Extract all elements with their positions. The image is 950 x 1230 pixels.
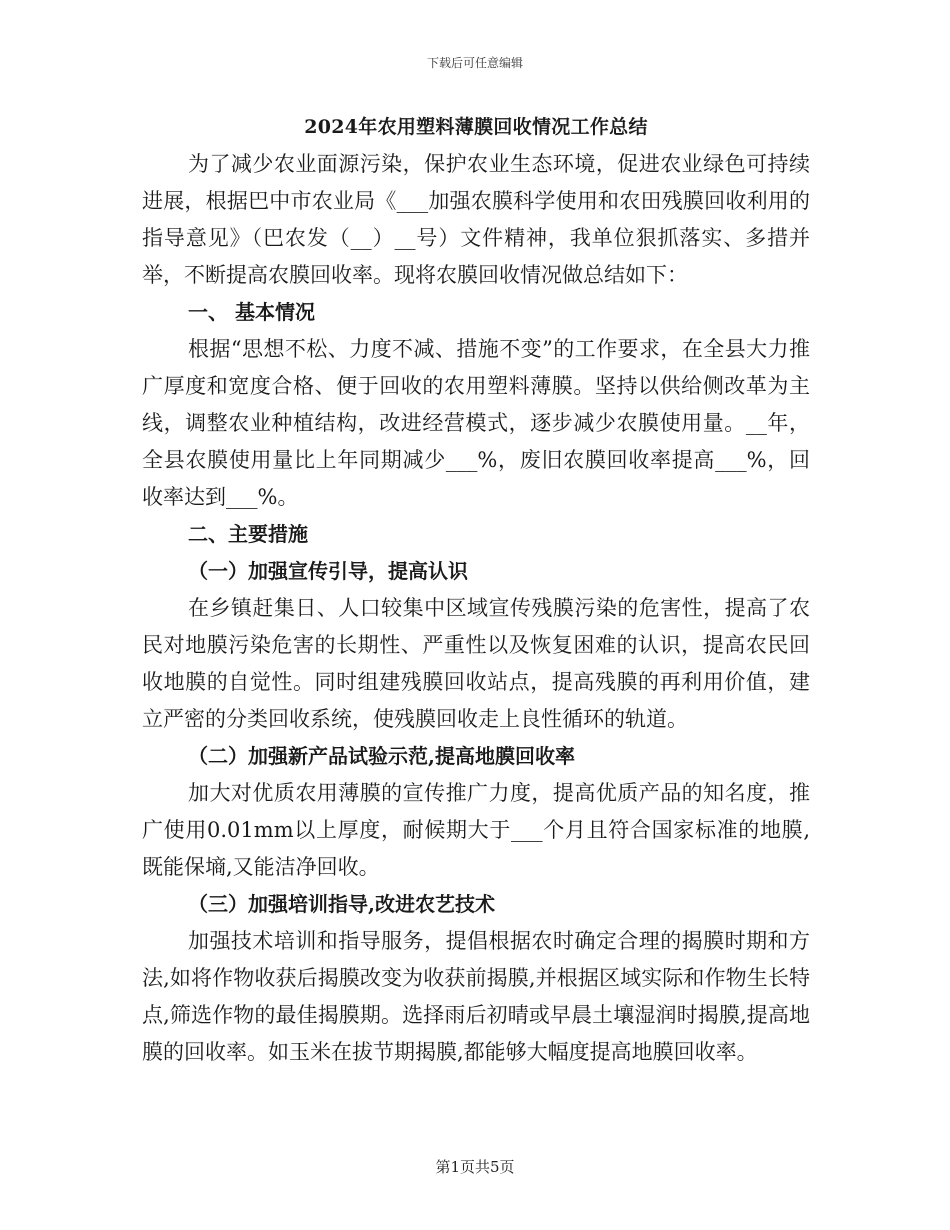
subsection-publicity-heading: （一）加强宣传引导，提高认识 [188,559,468,583]
subsection-training-paragraph: 加强技术培训和指导服务，提倡根据农时确定合理的揭膜时期和方法,如将作物收获后揭膜改变为收获前揭膜,并根据区域实际和作物生长特点,筛选作物的最佳揭膜期。选择雨后初晴或早晨土壤湿润时揭膜,提高地膜的回收率。如玉米在拔节期揭膜,都能够大幅度提高地膜回收率。 [142,929,810,1064]
subsection-training-heading: （三）加强培训指导,改进农艺技术 [188,892,495,916]
subsection-new-products-heading: （二）加强新产品试验示范,提高地膜回收率 [188,744,575,768]
document-title: 2024年农用塑料薄膜回收情况工作总结 [304,116,648,138]
subsection-publicity-paragraph: 在乡镇赶集日、人口较集中区域宣传残膜污染的危害性，提高了农民对地膜污染危害的长期性、严重性以及恢复困难的认识，提高农民回收地膜的自觉性。同时组建残膜回收站点，提高残膜的再利用价值，建立严密的分类回收系统，使残膜回收走上良性循环的轨道。 [142,596,810,731]
document-page [142,108,810,1071]
page-number: 第1页共5页 [435,1158,515,1176]
page-header: 下载后可任意编辑 [426,56,523,70]
section-basic-heading: 一、 基本情况 [188,300,315,324]
section-measures-heading: 二、主要措施 [188,522,308,546]
intro-paragraph: 为了减少农业面源污染，保护农业生态环境，促进农业绿色可持续进展，根据巴中市农业局《___加强农膜科学使用和农田残膜回收利用的指导意见》（巴农发（__）__号）文件精神，我单位狠抓落实、多措并举，不断提高农膜回收率。现将农膜回收情况做总结如下： [142,152,810,287]
subsection-new-products-paragraph: 加大对优质农用薄膜的宣传推广力度，提高优质产品的知名度，推广使用0.01mm以上厚度，耐候期大于___个月且符合国家标准的地膜,既能保墒,又能洁净回收。 [142,781,810,879]
section-basic-paragraph: 根据“思想不松、力度不减、措施不变”的工作要求，在全县大力推广厚度和宽度合格、便于回收的农用塑料薄膜。坚持以供给侧改革为主线，调整农业种植结构，改进经营模式，逐步减少农膜使用量。__年，全县农膜使用量比上年同期减少___%，废旧农膜回收率提高___%，回收率达到___%。 [142,337,810,509]
